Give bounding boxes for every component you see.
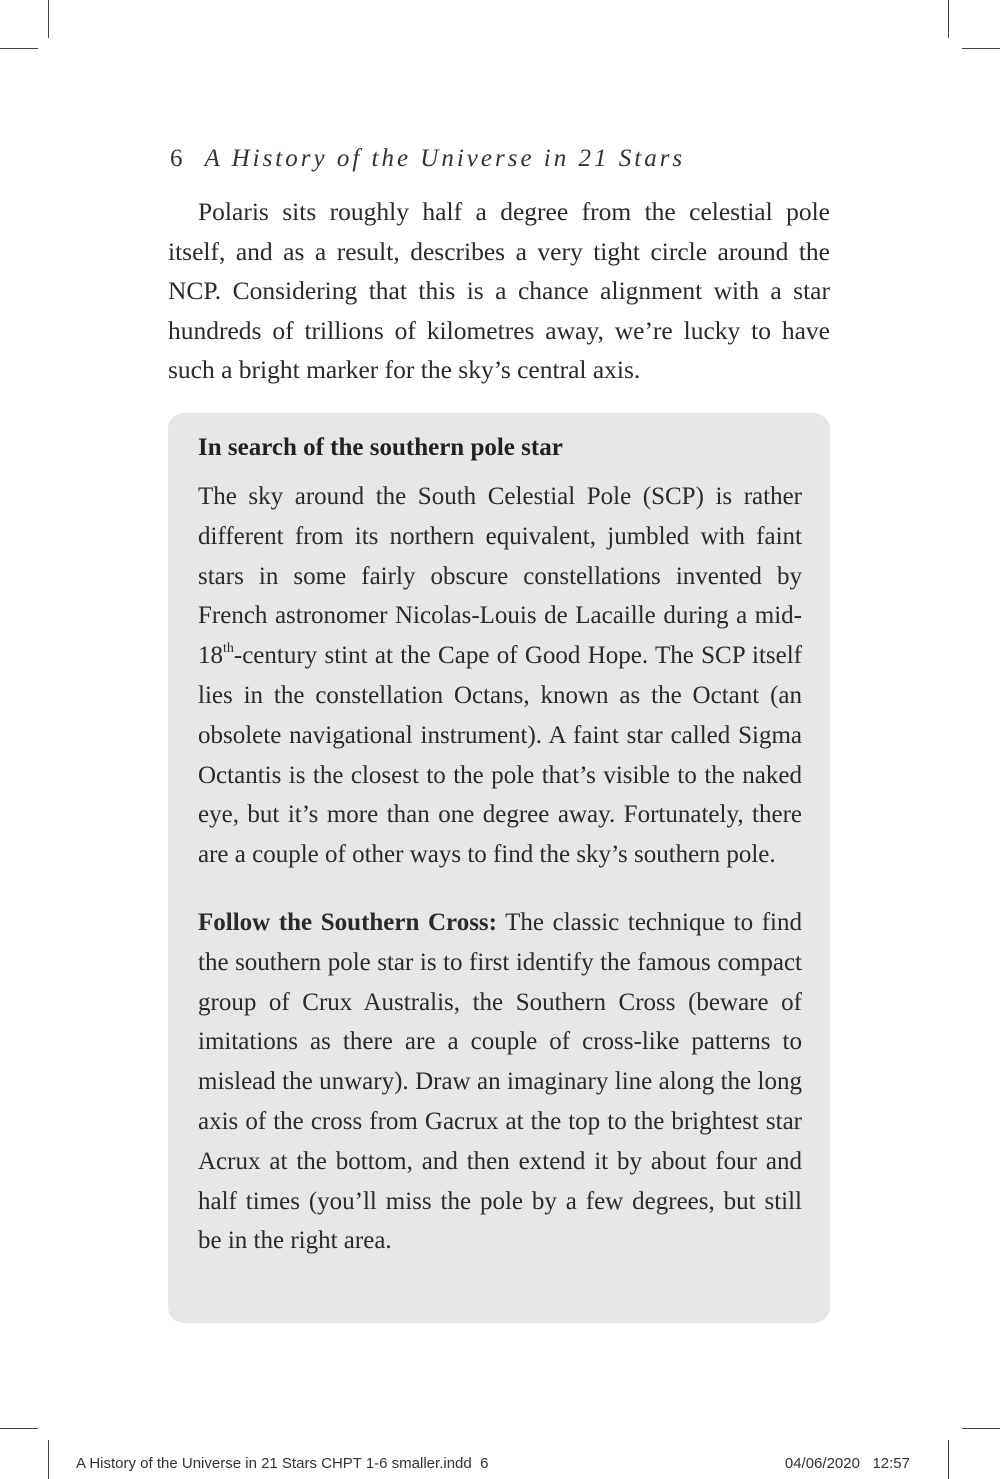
slug-file-info [76,1455,488,1472]
crop-mark-bottom-right-horizontal [962,1428,1000,1429]
body-paragraph: Polaris sits roughly half a degree from the celestial pole itself, and as a result, describes a very tight circle around the NCP. Considering that this is a chance alignment with a star hundreds of trillions of kilometres away, we’re lucky to have such a bright marker for the sky’s central axis. [168,197,830,384]
slug-file-name: A History of the Universe in 21 Stars CHPT 1-6 smaller.indd [76,1455,472,1472]
sidebar-heading: In search of the southern pole star [198,434,563,461]
sidebar-paragraph-1 [198,477,802,875]
sidebar-p2-text: The classic technique to find the southern pole star is to first identify the famous compact group of Crux Australis, the Southern Cross (beware of imitations as there are a couple of cross-like patterns to mislead the unwary). Draw an imaginary line along the long axis of the cross from Gacrux at the top to the brightest star Acrux at the bottom, and then extend it by about four and half times (you’ll miss the pole by a few degrees, but still be in the right area. [198,908,802,1255]
slug-time: 12:57 [872,1455,910,1472]
page-number: 6 [170,145,183,172]
crop-mark-top-left-vertical [48,0,49,38]
slug-date: 04/06/2020 [784,1455,860,1472]
ordinal-superscript: th [223,641,234,657]
crop-mark-top-right-vertical [948,0,949,38]
sidebar-box [168,413,830,1323]
crop-mark-bottom-right-vertical [948,1440,949,1479]
running-head [170,142,685,176]
slug-page: 6 [480,1455,489,1472]
crop-mark-top-right-horizontal [962,48,1000,49]
slug-date-time [785,1455,910,1472]
book-title: A History of the Universe in 21 Stars [204,145,686,172]
sidebar-paragraph-2 [198,903,802,1261]
crop-mark-bottom-left-vertical [48,1440,49,1479]
sidebar-p2-lead: Follow the Southern Cross: [198,908,497,936]
sidebar-p1-text-a: The sky around the South Celestial Pole (SCP) is rather different from its northern equivalent, jumbled with faint stars in some fairly obscure constellations invented by French astronomer Nicolas-Louis de Lacaille during a mid-18 [198,483,802,670]
crop-mark-top-left-horizontal [0,48,38,49]
sidebar-box-content [198,431,802,1261]
crop-mark-bottom-left-horizontal [0,1428,38,1429]
sidebar-p1-text-b: -century stint at the Cape of Good Hope. The SCP itself lies in the constellation Octans, known as the Octant (an obsolete navigational instrument). A faint star called Sigma Octantis is the closest to the pole that’s visible to the naked eye, but it’s more than one degree away. Fortunately, there are a couple of other ways to find the sky’s southern pole. [198,642,802,869]
